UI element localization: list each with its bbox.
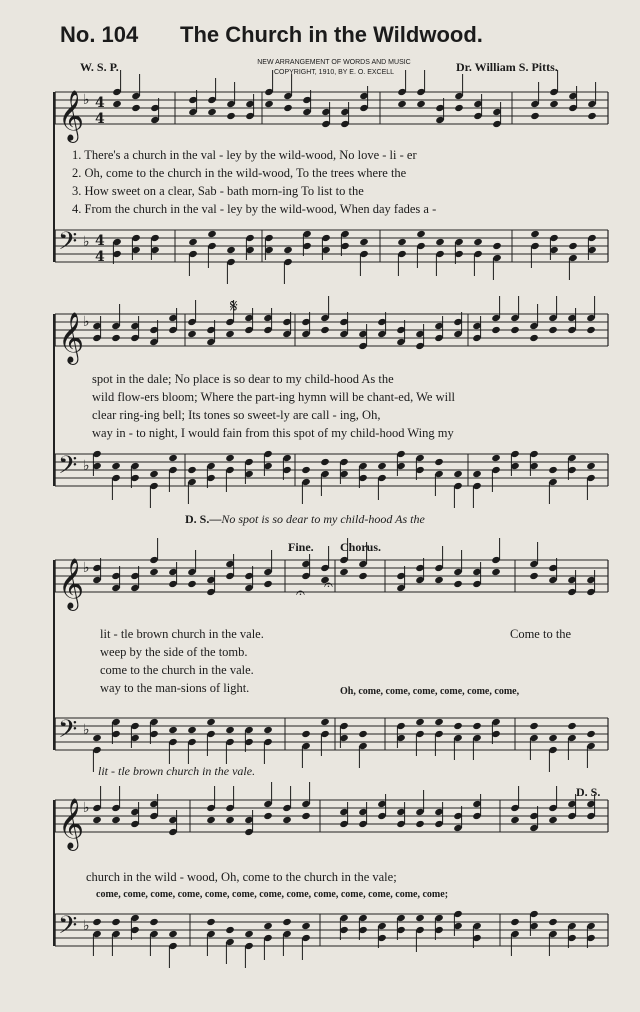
note-head-lower bbox=[415, 914, 425, 922]
bass-clef-icon: 𝄢 bbox=[58, 451, 78, 486]
note-head-lower bbox=[529, 722, 539, 730]
fine-marker: Fine. bbox=[288, 540, 314, 554]
note-head-lower bbox=[207, 108, 217, 116]
note-head-lower bbox=[510, 816, 520, 824]
note-head-lower bbox=[377, 462, 387, 470]
note-head-lower bbox=[453, 580, 463, 588]
note-head-lower bbox=[358, 730, 368, 738]
note-head-lower bbox=[111, 918, 121, 926]
note-head-lower bbox=[491, 568, 501, 576]
note-head-lower bbox=[206, 918, 216, 926]
note-head-lower bbox=[586, 326, 596, 334]
note-head-lower bbox=[149, 470, 159, 478]
note-head-lower bbox=[415, 820, 425, 828]
verse-2-line-2: wild flow-ers bloom; Where the part-ing hymn will be chant-ed, We will bbox=[92, 390, 456, 404]
note-head-lower bbox=[226, 246, 236, 254]
key-flat-icon: ♭ bbox=[83, 314, 90, 330]
note-head-lower bbox=[548, 734, 558, 742]
note-head-lower bbox=[454, 104, 464, 112]
note-head-lower bbox=[206, 718, 216, 726]
bass-clef-icon: 𝄢 bbox=[58, 227, 78, 262]
note-head-lower bbox=[301, 922, 311, 930]
note-head-lower bbox=[567, 722, 577, 730]
note-head-lower bbox=[225, 816, 235, 824]
verse-1-line-2: spot in the dale; No place is so dear to my child-hood As the bbox=[92, 372, 394, 386]
note-head-lower bbox=[112, 100, 122, 108]
note-head-lower bbox=[472, 722, 482, 730]
hymn-title: The Church in the Wildwood. bbox=[180, 22, 483, 47]
key-flat-icon: ♭ bbox=[83, 560, 90, 576]
note-head-lower bbox=[434, 458, 444, 466]
chorus-marker: Chorus. bbox=[340, 540, 382, 554]
key-flat-icon: ♭ bbox=[83, 918, 90, 934]
key-flat-icon: ♭ bbox=[83, 800, 90, 816]
treble-clef-icon: 𝄞 bbox=[58, 312, 85, 363]
note-head-lower bbox=[301, 812, 311, 820]
note-head-lower bbox=[111, 816, 121, 824]
note-head-lower bbox=[187, 726, 197, 734]
chorus-bass-lyric: Oh, come, come, come, come, come, come, bbox=[340, 686, 520, 697]
note-head-lower bbox=[397, 238, 407, 246]
treble-clef-icon: 𝄞 bbox=[58, 90, 85, 141]
note-head-lower bbox=[282, 816, 292, 824]
note-head-lower bbox=[187, 466, 197, 474]
verse-3-line-1: 3. How sweet on a clear, Sab - bath morn-ing To list to the bbox=[72, 184, 364, 198]
note-head-lower bbox=[358, 572, 368, 580]
segno-icon: 𝄋 bbox=[230, 296, 238, 317]
note-head-lower bbox=[530, 112, 540, 120]
verse-1-line-3: lit - tle brown church in the vale. bbox=[100, 627, 264, 641]
verse-2-line-3: weep by the side of the tomb. bbox=[100, 645, 248, 659]
note-head-lower bbox=[187, 580, 197, 588]
note-head-lower bbox=[435, 238, 445, 246]
note-head-lower bbox=[283, 104, 293, 112]
note-head-lower bbox=[416, 230, 426, 238]
verse-4-line-1: 4. From the church in the val - ley by the wild-wood, When day fades a - bbox=[72, 202, 437, 216]
note-head-lower bbox=[549, 100, 559, 108]
note-head-lower bbox=[263, 922, 273, 930]
ds-label: D. S.— bbox=[185, 512, 222, 526]
note-head-lower bbox=[434, 576, 444, 584]
verse-4-line-2: way in - to night, I would fain from this spot of my child-hood Wing my bbox=[92, 426, 454, 440]
note-head-lower bbox=[548, 466, 558, 474]
note-head-lower bbox=[225, 454, 235, 462]
bass-italic-lyric: lit - tle brown church in the vale. bbox=[98, 764, 256, 778]
note-head-lower bbox=[206, 816, 216, 824]
note-head-lower bbox=[282, 918, 292, 926]
copyright-line: COPYRIGHT, 1910, BY E. O. EXCELL bbox=[273, 69, 395, 76]
key-flat-icon: ♭ bbox=[83, 722, 90, 738]
bass-clef-icon: 𝄢 bbox=[58, 715, 78, 750]
verse-1-line-1: 1. There's a church in the val - ley by the wild-wood, No love - li - er bbox=[72, 148, 417, 162]
note-head-lower bbox=[397, 100, 407, 108]
note-head-lower bbox=[187, 330, 197, 338]
note-head-lower bbox=[263, 812, 273, 820]
hymn-number: No. 104 bbox=[60, 22, 139, 47]
key-flat-icon: ♭ bbox=[83, 92, 90, 108]
time-signature-top: 4 bbox=[95, 95, 105, 111]
note-head-lower bbox=[586, 462, 596, 470]
note-head-lower bbox=[131, 104, 141, 112]
verse-4-line-3: way to the man-sions of light. bbox=[100, 681, 250, 695]
note-head-lower bbox=[263, 580, 273, 588]
note-head-lower bbox=[168, 726, 178, 734]
note-head-lower bbox=[92, 918, 102, 926]
note-head-lower bbox=[207, 230, 217, 238]
note-head-lower bbox=[586, 730, 596, 738]
verse-2-line-1: 2. Oh, come to the church in the wild-wood, To the trees where the bbox=[72, 166, 407, 180]
note-head-lower bbox=[548, 816, 558, 824]
note-head-lower bbox=[320, 458, 330, 466]
note-head-lower bbox=[568, 242, 578, 250]
key-flat-icon: ♭ bbox=[83, 234, 90, 250]
note-head-lower bbox=[168, 930, 178, 938]
note-head-lower bbox=[320, 326, 330, 334]
note-head-lower bbox=[472, 470, 482, 478]
note-head-lower bbox=[473, 238, 483, 246]
note-head-lower bbox=[510, 326, 520, 334]
note-head-lower bbox=[92, 816, 102, 824]
note-head-lower bbox=[301, 730, 311, 738]
verse-3-line-3: come to the church in the vale. bbox=[100, 663, 254, 677]
note-head-lower bbox=[510, 918, 520, 926]
time-signature-bottom: 4 bbox=[95, 249, 105, 265]
note-head-lower bbox=[225, 330, 235, 338]
note-head-lower bbox=[320, 718, 330, 726]
treble-clef-icon: 𝄞 bbox=[58, 798, 85, 849]
chorus-treble-lyric: Come to the bbox=[510, 627, 572, 641]
note-head-lower bbox=[188, 238, 198, 246]
note-head-lower bbox=[491, 326, 501, 334]
note-head-lower bbox=[301, 466, 311, 474]
arrangement-line: NEW ARRANGEMENT OF WORDS AND MUSIC bbox=[257, 59, 411, 66]
note-head-lower bbox=[434, 718, 444, 726]
note-head-lower bbox=[530, 230, 540, 238]
note-head-lower bbox=[491, 454, 501, 462]
note-head-lower bbox=[529, 334, 539, 342]
note-head-lower bbox=[264, 100, 274, 108]
note-head-lower bbox=[226, 112, 236, 120]
note-head-lower bbox=[587, 112, 597, 120]
note-head-lower bbox=[111, 462, 121, 470]
note-head-lower bbox=[339, 568, 349, 576]
time-signature-top: 4 bbox=[95, 233, 105, 249]
fermata-icon: 𝄐 bbox=[324, 575, 333, 594]
composer-name: Dr. William S. Pitts. bbox=[456, 60, 558, 74]
note-head-lower bbox=[415, 718, 425, 726]
verse-3-line-2: clear ring-ing bell; Its tones so sweet-ly are call - ing, Oh, bbox=[92, 408, 381, 422]
note-head-lower bbox=[283, 246, 293, 254]
chorus-main-lyric: church in the wild - wood, Oh, come to the church in the vale; bbox=[86, 870, 397, 884]
note-head-lower bbox=[225, 726, 235, 734]
note-head-lower bbox=[263, 726, 273, 734]
note-head-lower bbox=[149, 568, 159, 576]
note-head-lower bbox=[244, 930, 254, 938]
time-signature-bottom: 4 bbox=[95, 111, 105, 127]
note-head-lower bbox=[529, 572, 539, 580]
note-head-lower bbox=[168, 454, 178, 462]
note-head-lower bbox=[453, 722, 463, 730]
key-flat-icon: ♭ bbox=[83, 458, 90, 474]
note-head-lower bbox=[548, 326, 558, 334]
note-head-lower bbox=[92, 734, 102, 742]
note-head-lower bbox=[416, 100, 426, 108]
treble-clef-icon: 𝄞 bbox=[58, 558, 85, 609]
chorus-bass-words: come, come, come, come, come, come, come, come, come, come, come, come, come; bbox=[96, 889, 449, 900]
note-head-lower bbox=[149, 918, 159, 926]
ds-marker: D. S. bbox=[576, 785, 601, 799]
note-head-lower bbox=[492, 242, 502, 250]
note-head-lower bbox=[548, 918, 558, 926]
note-head-lower bbox=[225, 926, 235, 934]
ds-lyric-line bbox=[185, 512, 425, 527]
note-head-lower bbox=[359, 238, 369, 246]
note-head-lower bbox=[453, 470, 463, 478]
lyricist-initials: W. S. P. bbox=[80, 60, 119, 74]
bass-clef-icon: 𝄢 bbox=[58, 911, 78, 946]
note-head-lower bbox=[111, 334, 121, 342]
fermata-icon: 𝄐 bbox=[296, 583, 305, 602]
ds-text: No spot is so dear to my child-hood As the bbox=[221, 512, 425, 526]
